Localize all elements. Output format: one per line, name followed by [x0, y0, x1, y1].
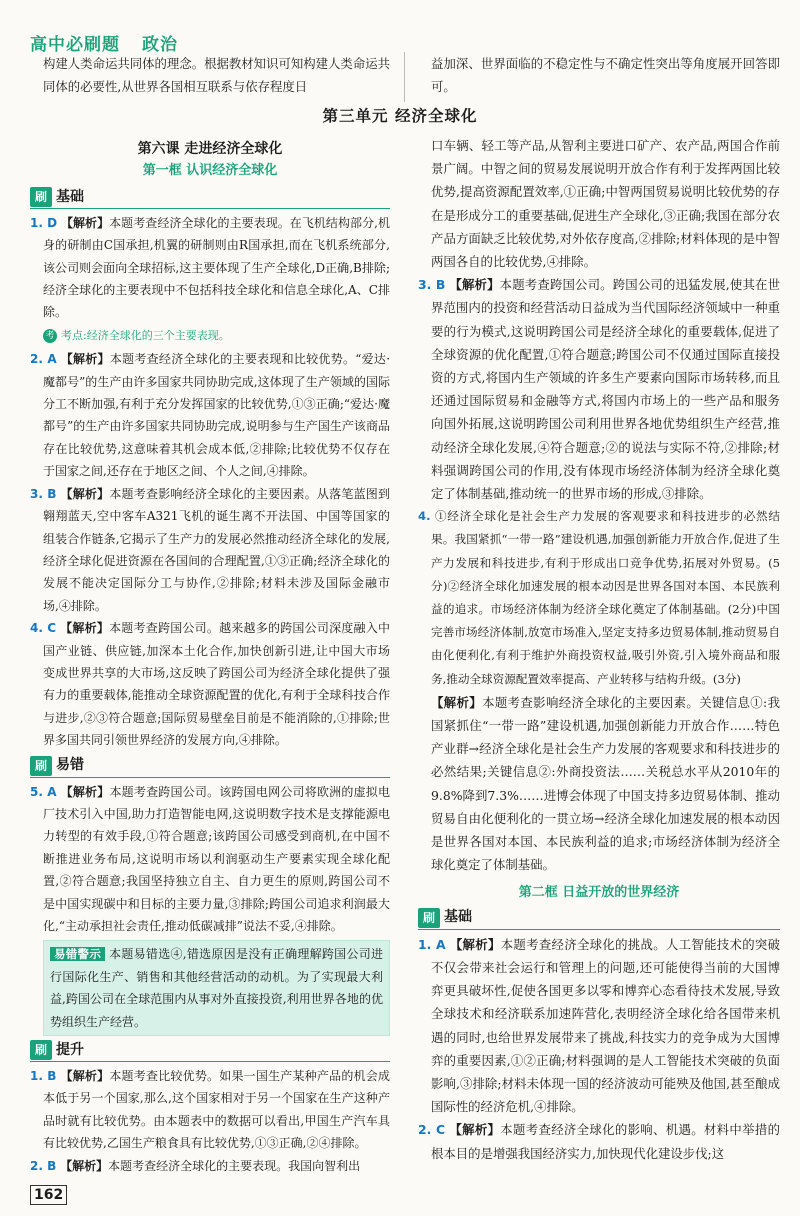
- kaodian-note: [30, 325, 390, 347]
- answer-number: 2. C: [418, 1122, 446, 1138]
- answer-item: [418, 1118, 780, 1164]
- model-answer-text: ①经济全球化是社会生产力发展的客观要求和科技进步的必然结果。我国紧抓“一带一路”建设机遇,加强创新能力开放合作,促进了生产力发展和科技进步,有利于形成出口竞争优势,拓展对外贸易。(5分)②经济全球化加速发展的根本动因是世界各国对本国、本民族利益的追求。市场经济体制为经济全球化奠定了体制基础。(2分)中国完善市场经济体制,放宽市场准入,坚定支持多边贸易体制,推动贸易自由化便利化,有利于维护外商投资权益,吸引外资,引入境外商品和服务,推动全球资源配置效率提高、产业转移与结构升级。(3分): [431, 509, 780, 686]
- section-tag: 刷: [418, 908, 440, 928]
- answer-item: [30, 212, 390, 324]
- answer-text: 本题考查经济全球化的主要表现。我国向智利出: [108, 1158, 361, 1173]
- kaodian-text: 考点:经济全球化的三个主要表现。: [61, 328, 230, 342]
- section-tag: 刷: [30, 1040, 52, 1060]
- answer-number: 3. B: [418, 277, 446, 293]
- section-error: [30, 755, 390, 778]
- analysis-label: 【解析】: [60, 352, 110, 367]
- section-basic: [30, 186, 390, 209]
- section-name: 基础: [56, 188, 85, 205]
- answer-text: 本题考查比较优势。如果一国生产某种产品的机会成本低于另一个国家,那么,这个国家相对于另一个国家在生产这种产品时就有比较优势。由本题表中的数据可以看出,甲国生产汽车具有比较优势,乙国生产粮食具有比较优势,①③正确,②④排除。: [43, 1069, 390, 1151]
- answer-text: 本题考查影响经济全球化的主要因素。关键信息①:我国紧抓住“一带一路”建设机遇,加强创新能力开放合作……特色产业群→经济全球化是社会生产力发展的客观要求和科技进步的必然结果;关键信息②:外商投资法……关税总水平从2010年的9.8%降到7.3%……进博会体现了中国支持多边贸易体制、推动贸易自由化便利化的一贯立场→经济全球化加速发展的根本动因是世界各国对本国、本民族利益的追求;市场经济体制为经济全球化奠定了体制基础。: [431, 694, 780, 873]
- answer-text: 本题考查跨国公司。跨国公司的迅猛发展,使其在世界范围内的投资和经营活动日益成为当代国际经济领域中一种重要的行为模式,这说明跨国公司是经济全球化的重要载体,促进了全球资源的优化配置,①符合题意;跨国公司不仅通过国际直接投资的方式,将国内生产领域的许多生产要素向国际市场转移,而且还通过国际贸易和金融等方式,将国内市场上的一些产品和服务向国外拓展,这说明跨国公司利用世界各地优势组织生产经营,推动经济全球化发展,④符合题意;②的说法与实际不符,②排除;材料强调跨国公司的作用,没有体现市场经济体制为经济全球化奠定了体制基础,推动统一的世界市场的形成,③排除。: [431, 277, 780, 502]
- answer-number: 4.: [418, 509, 431, 524]
- answer-item: [418, 505, 780, 691]
- left-column: [30, 134, 390, 1177]
- warning-tag: 易错警示: [50, 947, 105, 961]
- section-basic-2: [418, 907, 780, 930]
- top-left-fragment: [30, 52, 390, 98]
- book-title: 高中必刷题: [30, 35, 120, 55]
- section-name: 易错: [56, 757, 85, 774]
- top-right-fragment: [418, 52, 780, 98]
- answer-text: 本题考查影响经济全球化的主要因素。从落笔蓝图到翱翔蓝天,空中客车A321飞机的诞生离不开法国、中国等国家的组装合作链条,它揭示了生产力的发展必然推动经济全球化的发展,经济全球化促进资源在各国间的合理配置,①③正确;经济全球化的发展不能决定国际分工与协作,②排除;材料未涉及国际金融市场,④排除。: [43, 486, 390, 613]
- top-left-text: 构建人类命运共同体的理念。根据教材知识可知构建人类命运共同体的必要性,从世界各国相互联系与依存程度日: [43, 56, 390, 95]
- analysis-label: 【解析】: [60, 1069, 110, 1084]
- answer-text: 本题考查经济全球化的挑战。人工智能技术的突破不仅会带来社会运行和管理上的问题,还可能使得当前的大国博弈更具破坏性,促使各国更多以零和博弈心态看待技术发展,导致全球技术和经济联系加速阵营化,表明经济全球化给各国带来机遇的同时,也给世界发展带来了挑战,科技实力的竞争成为大国博弈的重要因素,①②正确;材料强调的是人工智能技术突破的负面影响,③排除;材料未体现一国的经济波动可能殃及他国,甚至酿成国际性的经济危机,④排除。: [431, 936, 781, 1115]
- analysis-label: 【解析】: [449, 277, 500, 293]
- answer-item: [30, 483, 390, 617]
- answer-item: [30, 348, 390, 482]
- answer-item: [30, 1155, 390, 1177]
- section-improve: [30, 1039, 390, 1062]
- kaodian-icon: 考: [43, 329, 57, 343]
- answer-text: 本题考查经济全球化的主要表现和比较优势。“爱达·魔都号”的生产由许多国家共同协助完成,这体现了生产领域的国际分工不断加强,有利于充分发挥国家的比较优势,①③正确;“爱达·魔都号”的生产由许多国家共同协助完成,说明参与生产国生产该商品存在比较优势,这意味着其机会成本低,②排除;比较优势不仅存在于国家之间,还存在于地区之间、个人之间,④排除。: [43, 352, 391, 479]
- answer-number: 2. A: [30, 352, 57, 367]
- analysis-paragraph: [418, 691, 780, 877]
- warning-text: 本题易错选④,错选原因是没有正确理解跨国公司进行国际化生产、销售和其他经营活动的动机。为了实现最大利益,跨国公司在全球范围内从事对外直接投资,利用世界各地的优势组织生产经营。: [50, 947, 383, 1029]
- section-tag: 刷: [30, 187, 52, 207]
- right-column: [418, 134, 780, 1165]
- analysis-label: 【解析】: [60, 215, 110, 230]
- top-right-text: 益加深、世界面临的不稳定性与不确定性突出等角度展开回答即可。: [431, 56, 780, 95]
- section-name: 基础: [444, 909, 473, 926]
- frame1-title: 第一框 认识经济全球化: [142, 163, 278, 179]
- subject-title: 政治: [142, 35, 178, 55]
- analysis-label: 【解析】: [431, 694, 483, 710]
- analysis-label: 【解析】: [60, 621, 110, 636]
- analysis-label: 【解析】: [60, 784, 110, 799]
- frame2-title: 第二框 日益开放的世界经济: [518, 884, 680, 900]
- answer-item: [30, 617, 390, 751]
- answer-item: [30, 781, 390, 938]
- answer-item: [418, 933, 780, 1119]
- lesson-title: 第六课 走进经济全球化: [137, 141, 283, 157]
- unit-title: 第三单元 经济全球化: [322, 107, 478, 125]
- answer-number: 5. A: [30, 784, 57, 799]
- answer-text: 本题考查跨国公司。越来越多的跨国公司深度融入中国产业链、供应链,加深本土化合作,加快创新引进,让中国大市场变成世界共享的大市场,这反映了跨国公司为经济全球化提供了强有力的重要载体,能推动全球资源配置的优化,有利于全球科技合作与进步,②③符合题意;国际贸易壁垒目前是不能消除的,①排除;世界多国共同引领世界经济的发展方向,④排除。: [43, 621, 390, 748]
- column-divider: [404, 52, 405, 102]
- answer-number: 3. B: [30, 486, 57, 501]
- answer-item: [30, 1065, 390, 1155]
- continued-text: 口车辆、轻工等产品,从智利主要进口矿产、农产品,两国合作前景广阔。中智之间的贸易发展说明开放合作有利于发挥两国比较优势,提高资源配置效率,①正确;中智两国贸易说明比较优势的存在是形成分工的重要基础,促进生产全球化,③正确;我国在部分农产品方面缺乏比较优势,对外依存度高,②排除;材料体现的是中智两国各自的比较优势,④排除。: [431, 138, 780, 270]
- answer-number: 1. B: [30, 1069, 57, 1084]
- answer-text: 本题考查经济全球化的影响、机遇。材料中举措的根本目的是增强我国经济实力,加快现代化建设步伐;这: [431, 1122, 780, 1161]
- answer-number: 1. A: [418, 936, 446, 952]
- analysis-label: 【解析】: [60, 1158, 109, 1173]
- analysis-label: 【解析】: [449, 1122, 501, 1138]
- answer-text: 本题考查经济全球化的主要表现。在飞机结构部分,机身的研制由C国承担,机翼的研制则由R国承担,而在飞机系统部分,该公司则会面向全球招标,这主要体现了生产全球化,D正确,B排除;经济全球化的主要表现中不包括科技全球化和信息全球化,A、C排除。: [43, 215, 390, 320]
- analysis-label: 【解析】: [60, 486, 110, 501]
- answer-number: 2. B: [30, 1158, 57, 1173]
- answer-number: 1. D: [30, 215, 58, 230]
- answer-text: 本题考查跨国公司。该跨国电网公司将欧洲的虚拟电厂技术引入中国,助力打造智能电网,这说明数字技术是支撑能源电力转型的有效手段,①符合题意;该跨国公司感受到商机,在中国不断推进业务布局,这说明市场以利润驱动生产要素实现全球化配置,②符合题意;我国坚持独立自主、自力更生的原则,跨国公司不是中国实现碳中和目标的主要力量,③排除;跨国公司追求利润最大化,“主动承担社会责任,推动低碳减排”说法不妥,④排除。: [43, 784, 390, 933]
- page-number: 162: [30, 1185, 67, 1205]
- answer-item: [418, 273, 780, 505]
- error-warning-box: [43, 940, 390, 1036]
- analysis-label: 【解析】: [449, 936, 501, 952]
- section-name: 提升: [56, 1041, 85, 1058]
- answer-number: 4. C: [30, 621, 57, 636]
- section-tag: 刷: [30, 756, 52, 776]
